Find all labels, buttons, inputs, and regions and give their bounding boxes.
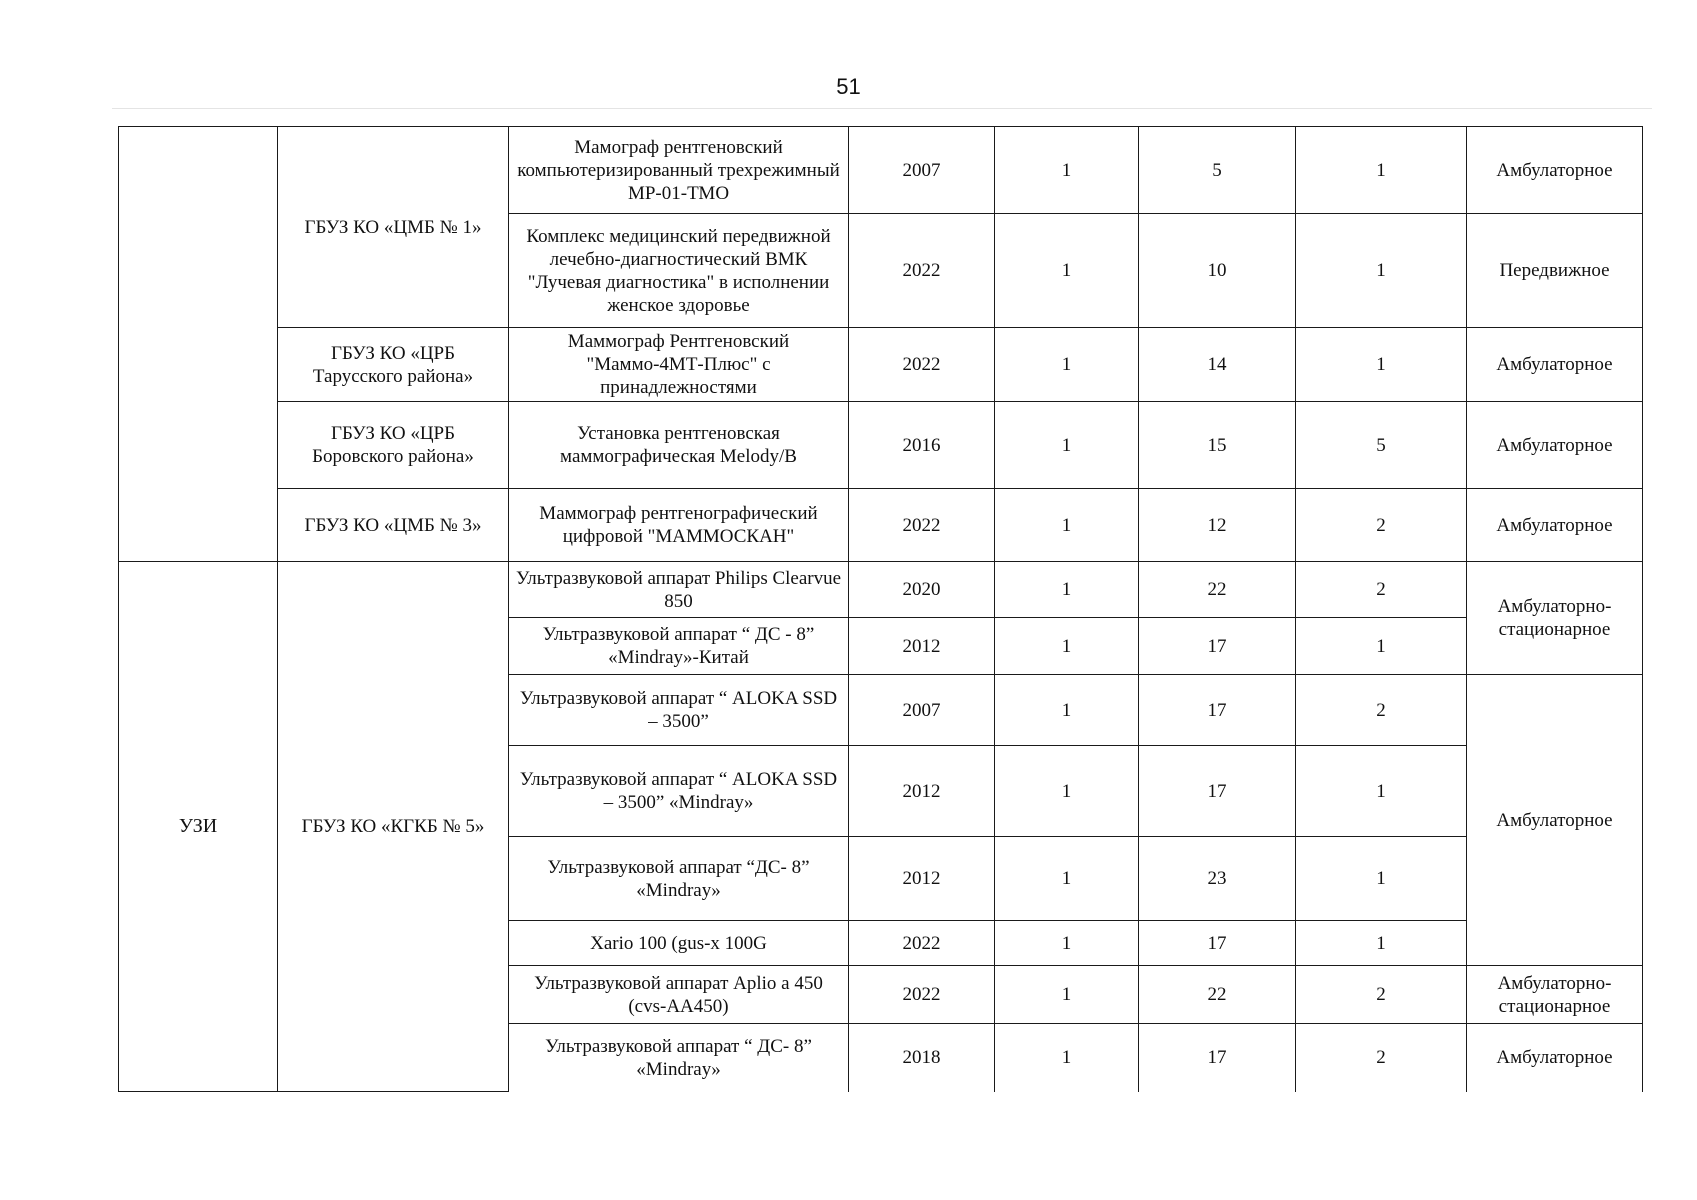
count-cell: 1 — [995, 618, 1139, 675]
shifts-cell: 2 — [1296, 489, 1467, 562]
mode-cell: Амбулаторное — [1467, 489, 1643, 562]
institution-cell: ГБУЗ КО «ЦМБ № 1» — [278, 127, 509, 328]
age-cell: 17 — [1139, 1024, 1296, 1092]
age-cell: 17 — [1139, 675, 1296, 746]
year-cell: 2022 — [849, 966, 995, 1024]
table-row — [119, 127, 1643, 214]
count-cell: 1 — [995, 214, 1139, 328]
equipment-cell: Ультразвуковой аппарат “ ALOKA SSD – 3500” — [509, 675, 849, 746]
equipment-cell: Комплекс медицинский передвижной лечебно-диагностический ВМК "Лучевая диагностика" в исполнении женское здоровье — [509, 214, 849, 328]
count-cell: 1 — [995, 328, 1139, 402]
shifts-cell: 2 — [1296, 675, 1467, 746]
mode-cell: Амбулаторно-стационарное — [1467, 966, 1643, 1024]
table-row — [119, 328, 1643, 402]
age-cell: 23 — [1139, 837, 1296, 921]
year-cell: 2012 — [849, 837, 995, 921]
age-cell: 5 — [1139, 127, 1296, 214]
year-cell: 2018 — [849, 1024, 995, 1092]
mode-cell: Амбулаторное — [1467, 402, 1643, 489]
year-cell: 2022 — [849, 921, 995, 966]
shifts-cell: 1 — [1296, 746, 1467, 837]
equipment-cell: Ультразвуковой аппарат Aplio a 450 (cvs-AA450) — [509, 966, 849, 1024]
mode-cell: Амбулаторное — [1467, 328, 1643, 402]
shifts-cell: 1 — [1296, 618, 1467, 675]
equipment-cell: Ультразвуковой аппарат “ ДС- 8” «Mindray» — [509, 1024, 849, 1092]
category-cell — [119, 127, 278, 562]
count-cell: 1 — [995, 675, 1139, 746]
category-cell: УЗИ — [119, 562, 278, 1092]
equipment-cell: Xario 100 (gus-x 100G — [509, 921, 849, 966]
shifts-cell: 5 — [1296, 402, 1467, 489]
shifts-cell: 1 — [1296, 328, 1467, 402]
year-cell: 2012 — [849, 618, 995, 675]
mode-cell: Амбулаторное — [1467, 675, 1643, 966]
count-cell: 1 — [995, 1024, 1139, 1092]
shifts-cell: 1 — [1296, 214, 1467, 328]
age-cell: 15 — [1139, 402, 1296, 489]
shifts-cell: 2 — [1296, 562, 1467, 618]
year-cell: 2022 — [849, 489, 995, 562]
table-row — [119, 562, 1643, 618]
institution-cell: ГБУЗ КО «КГКБ № 5» — [278, 562, 509, 1092]
page-number: 51 — [836, 74, 861, 99]
count-cell: 1 — [995, 489, 1139, 562]
year-cell: 2022 — [849, 328, 995, 402]
age-cell: 17 — [1139, 618, 1296, 675]
equipment-cell: Ультразвуковой аппарат “ДС- 8” «Mindray» — [509, 837, 849, 921]
mode-cell: Амбулаторное — [1467, 1024, 1643, 1092]
institution-cell: ГБУЗ КО «ЦРБ Тарусского района» — [278, 328, 509, 402]
equipment-table — [118, 126, 1643, 1092]
age-cell: 22 — [1139, 966, 1296, 1024]
mode-cell: Амбулаторно-стационарное — [1467, 562, 1643, 675]
equipment-cell: Установка рентгеновская маммографическая Melody/B — [509, 402, 849, 489]
equipment-cell: Мамограф рентгеновский компьютеризированный трехрежимный МР-01-ТМО — [509, 127, 849, 214]
institution-cell: ГБУЗ КО «ЦРБ Боровского района» — [278, 402, 509, 489]
institution-cell: ГБУЗ КО «ЦМБ № 3» — [278, 489, 509, 562]
age-cell: 17 — [1139, 746, 1296, 837]
age-cell: 10 — [1139, 214, 1296, 328]
year-cell: 2007 — [849, 127, 995, 214]
count-cell: 1 — [995, 127, 1139, 214]
shifts-cell: 1 — [1296, 921, 1467, 966]
equipment-cell: Маммограф рентгенографический цифровой "МАММОСКАН" — [509, 489, 849, 562]
equipment-cell: Маммограф Рентгеновский "Маммо-4МТ-Плюс" с принадлежностями — [509, 328, 849, 402]
year-cell: 2020 — [849, 562, 995, 618]
age-cell: 14 — [1139, 328, 1296, 402]
year-cell: 2007 — [849, 675, 995, 746]
equipment-cell: Ультразвуковой аппарат Philips Clearvue 850 — [509, 562, 849, 618]
shifts-cell: 1 — [1296, 837, 1467, 921]
mode-cell: Передвижное — [1467, 214, 1643, 328]
equipment-cell: Ультразвуковой аппарат “ ДС - 8” «Mindray»-Китай — [509, 618, 849, 675]
shifts-cell: 2 — [1296, 1024, 1467, 1092]
year-cell: 2016 — [849, 402, 995, 489]
table-row — [119, 402, 1643, 489]
year-cell: 2022 — [849, 214, 995, 328]
table-row — [119, 489, 1643, 562]
count-cell: 1 — [995, 562, 1139, 618]
count-cell: 1 — [995, 966, 1139, 1024]
count-cell: 1 — [995, 837, 1139, 921]
count-cell: 1 — [995, 921, 1139, 966]
shifts-cell: 2 — [1296, 966, 1467, 1024]
equipment-cell: Ультразвуковой аппарат “ ALOKA SSD – 3500” «Mindray» — [509, 746, 849, 837]
age-cell: 22 — [1139, 562, 1296, 618]
count-cell: 1 — [995, 746, 1139, 837]
age-cell: 12 — [1139, 489, 1296, 562]
mode-cell: Амбулаторное — [1467, 127, 1643, 214]
count-cell: 1 — [995, 402, 1139, 489]
year-cell: 2012 — [849, 746, 995, 837]
age-cell: 17 — [1139, 921, 1296, 966]
top-divider — [112, 108, 1652, 109]
shifts-cell: 1 — [1296, 127, 1467, 214]
